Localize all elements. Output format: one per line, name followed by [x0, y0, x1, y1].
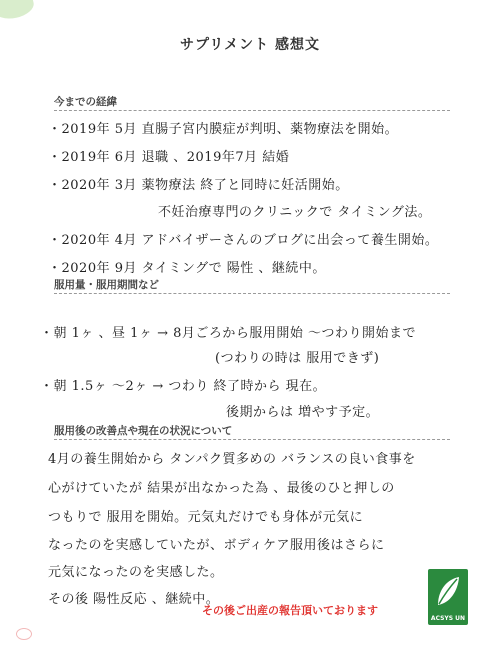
after-line: その後 陽性反応 、継続中。: [48, 592, 220, 607]
section-heading-dosage: 服用量・服用期間など: [54, 279, 159, 291]
after-line: なったのを実感していたが、ボディケア服用後はさらに: [48, 538, 385, 553]
history-line: ・2020年 9月 タイミングで 陽性 、継続中。: [48, 261, 326, 276]
logo-text: ACSYS UN: [430, 615, 466, 622]
history-line: ・2020年 4月 アドバイザーさんのブログに出会って養生開始。: [48, 233, 439, 248]
testimonial-sheet: [30, 18, 470, 632]
page-title: サプリメント 感想文: [179, 37, 321, 53]
section-heading-history: 今までの経緯: [54, 96, 117, 108]
divider: [54, 110, 450, 111]
dosage-line: ・朝 1.5ヶ ～2ヶ → つわり 終了時から 現在。: [40, 379, 327, 394]
history-line: ・2020年 3月 薬物療法 終了と同時に妊活開始。: [48, 178, 349, 193]
leaf-icon: [434, 575, 462, 609]
brand-logo: [428, 569, 468, 625]
history-line: 不妊治療専門のクリニックで タイミング法。: [158, 205, 432, 220]
after-line: 元気になったのを実感した。: [48, 565, 224, 580]
after-line: 心がけていたが 結果が出なかった為 、最後のひと押しの: [48, 481, 395, 496]
footer-note: その後ご出産の報告頂いております: [202, 604, 378, 617]
dosage-line: 後期からは 増やす予定。: [226, 405, 380, 420]
section-heading-after: 服用後の改善点や現在の状況について: [54, 425, 233, 437]
history-line: ・2019年 5月 直腸子宮内膜症が判明、薬物療法を開始。: [48, 122, 399, 137]
dosage-line: (つわりの時は 服用できず): [215, 351, 380, 366]
history-line: ・2019年 6月 退職 、2019年7月 結婚: [48, 150, 290, 165]
after-line: つもりで 服用を開始。元気丸だけでも身体が元気に: [48, 510, 364, 525]
divider: [54, 439, 450, 440]
divider: [54, 293, 450, 294]
dosage-line: ・朝 1ヶ 、昼 1ヶ → 8月ごろから服用開始 ～つわり開始まで: [40, 326, 416, 341]
corner-ornament: [16, 628, 32, 640]
after-line: 4月の養生開始から タンパク質多めの バランスの良い食事を: [48, 452, 416, 467]
